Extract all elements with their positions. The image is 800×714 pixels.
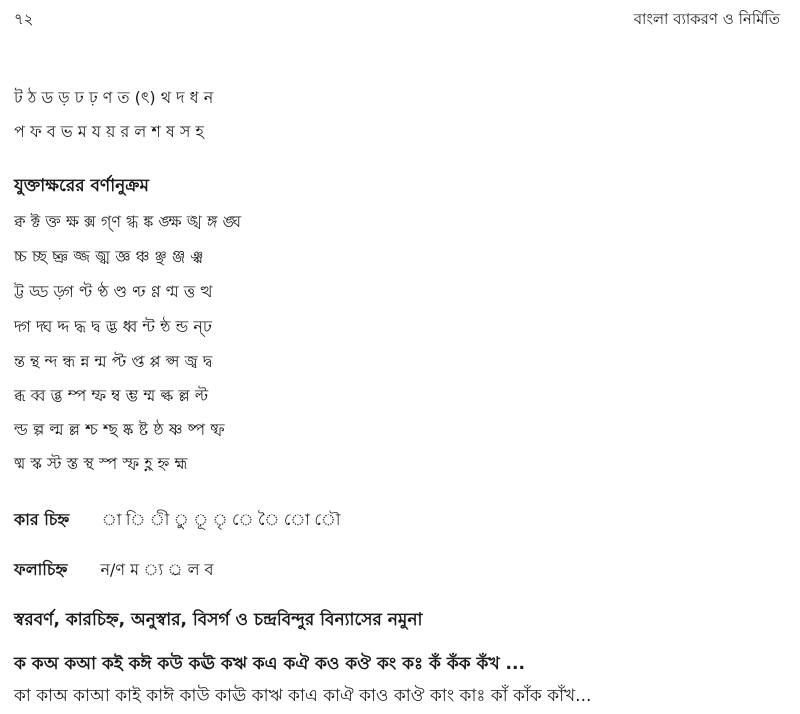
- conjunct-row-5: ন্ত ন্থ ন্দ ন্ধ ন্ন ন্ম প্ট প্ত প্প প্স জ্ব দ্ব: [14, 352, 213, 371]
- phola-chihna-symbols: ন/ণ ম ্য ্র ল ব: [100, 560, 214, 579]
- kar-chihna-row: [14, 512, 340, 528]
- sample-row-1: ক কঅ কআ কই কঈ কউ কঊ কঋ কএ কঐ কও কঔ কং কঃ কঁ কঁক কঁখ ...: [14, 654, 525, 674]
- sample-row-2: কা কাঅ কাআ কাই কাঈ কাউ কাঊ কাঋ কাএ কাঐ কাও কাঔ কাং কাঃ কাঁ কাঁক কাঁখ...: [14, 686, 592, 706]
- page-header: [14, 8, 780, 34]
- kar-chihna-symbols: া ি ী ু ূ ৃ ে ৈ ো ৌ: [121, 510, 341, 529]
- running-title: বাংলা ব্যাকরণ ও নির্মিতি: [633, 10, 780, 28]
- kar-chihna-label: কার চিহ্ন: [14, 510, 70, 529]
- conjunct-row-7: ল্ড ল্প ল্ম ল্ল শ্চ শ্ছ ষ্ক ষ্ট ষ্ঠ ষ্ণ ষ্প ষ্ফ: [14, 420, 225, 439]
- conjuncts-heading: যুক্তাক্ষরের বর্ণানুক্রম: [14, 176, 149, 196]
- conjunct-row-4: দ্গ দ্ঘ দ্দ দ্ধ দ্ব দ্ভ ধ্ব ন্ট ন্ঠ ন্ড ন্ঢ: [14, 317, 212, 336]
- conjunct-row-2: চ্চ চ্ছ চ্ঞ জ্জ জ্ঝ জ্ঞ ঞ্চ ঞ্ছ ঞ্জ ঞ্ঝ: [14, 247, 204, 266]
- phola-chihna-row: [14, 562, 214, 578]
- conjunct-row-8: ষ্ম স্ক স্ট স্ত স্থ স্প স্ফ হ্ণ হ্ন হ্ম: [14, 454, 188, 473]
- consonant-row-1: ট ঠ ড ড় ঢ ঢ় ণ ত (ৎ) থ দ ধ ন: [14, 88, 214, 107]
- conjunct-row-3: ট্ট ড্ড ড়্গ ণ্ট ণ্ঠ ণ্ড ণ্ঢ ণ্ণ ণ্ম ত্ত ত্থ: [14, 282, 213, 301]
- consonant-row-2: প ফ ব ভ ম য য় র ল শ ষ স হ: [14, 122, 204, 141]
- conjunct-row-6: ব্ধ ব্ব ব্ভ ম্প ম্ফ ম্ব ম্ভ ম্ম ল্ক ল্ল ল্ট: [14, 386, 209, 405]
- samples-heading: স্বরবর্ণ, কারচিহ্ন, অনুস্বার, বিসর্গ ও চন্দ্রবিন্দুর বিন্যাসের নমুনা: [14, 610, 423, 630]
- page-number: ৭২: [14, 10, 34, 28]
- phola-chihna-label: ফলাচিহ্ন: [14, 560, 68, 579]
- conjunct-row-1: ক্ব ক্ট ক্ত ক্ষ ক্স গ্ণ গ্ধ ঙ্ক ঙ্ক্ষ ঙ্খ ঙ্গ ঙ্ঘ: [14, 212, 242, 231]
